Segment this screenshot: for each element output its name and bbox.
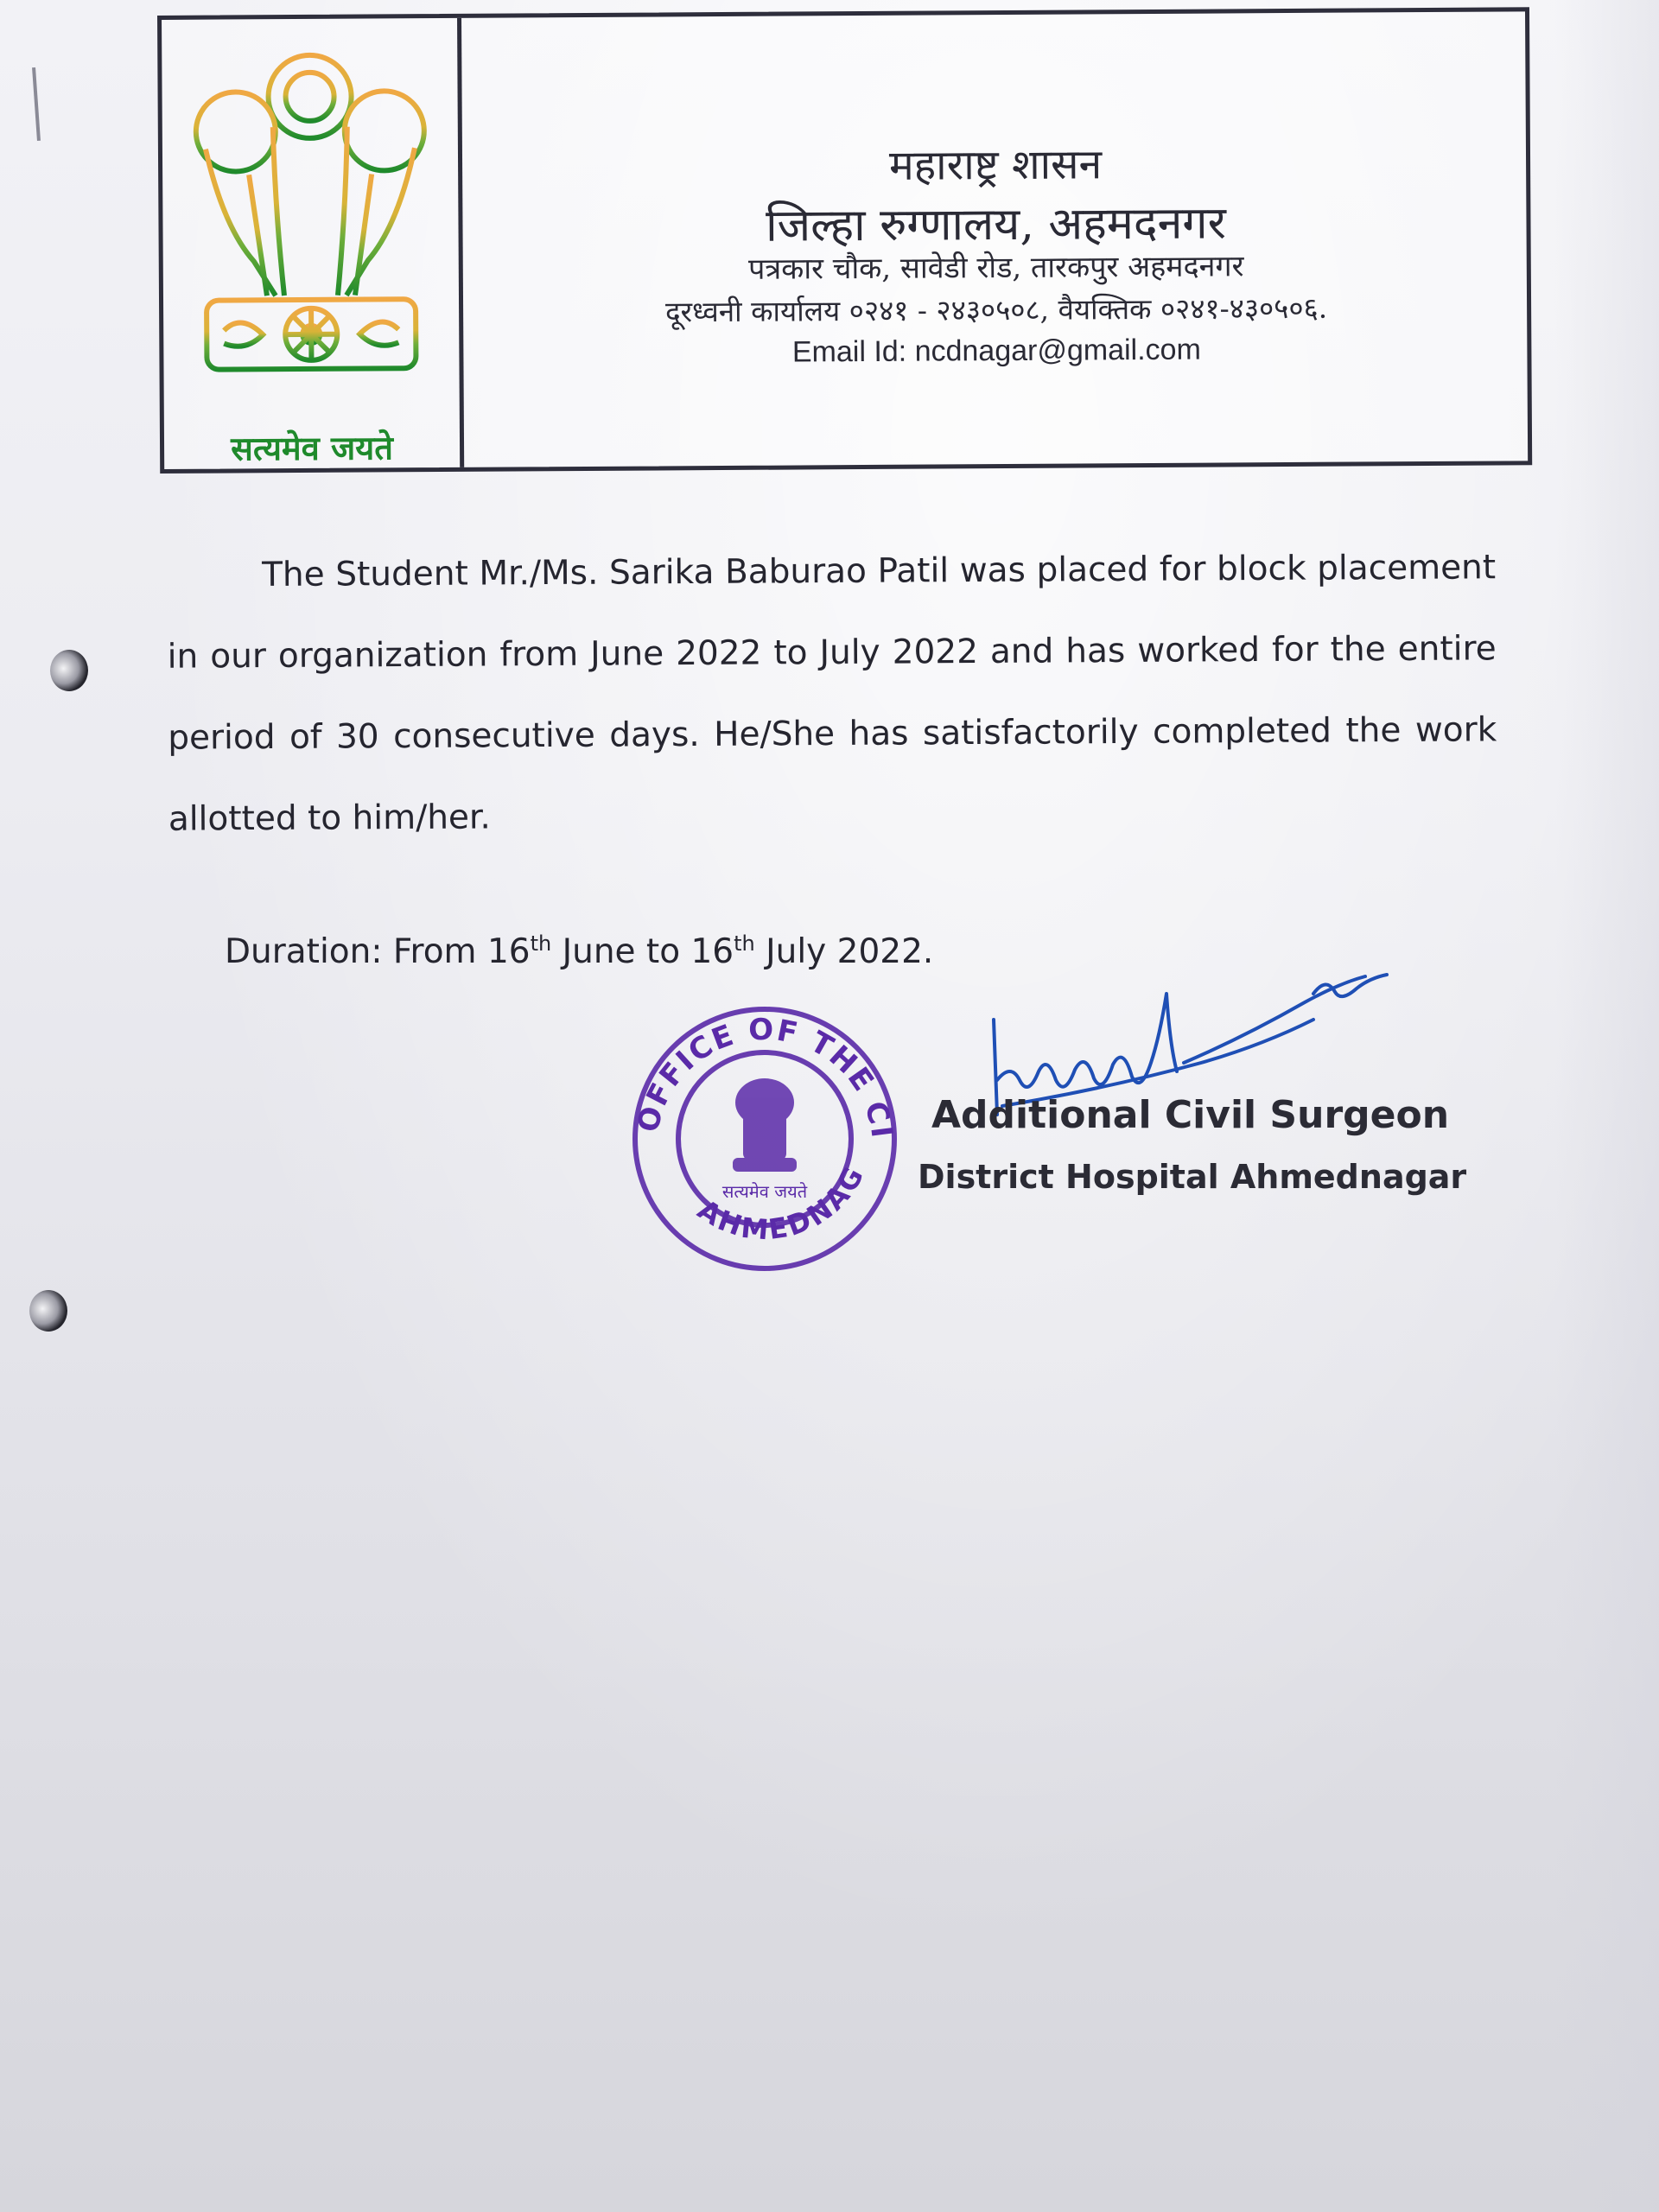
stamp-ring-bottom-text: AHMEDNAG bbox=[691, 1159, 872, 1247]
duration-middle: June to 16 bbox=[551, 932, 734, 971]
signatory-organization: District Hospital Ahmednagar bbox=[918, 1158, 1467, 1196]
government-name: महाराष्ट्र शासन bbox=[888, 140, 1103, 190]
signatory-title: Additional Civil Surgeon bbox=[931, 1093, 1450, 1137]
national-emblem-icon bbox=[170, 35, 451, 426]
duration-line bbox=[225, 931, 933, 971]
letterhead bbox=[157, 7, 1532, 474]
email-address: Email Id: ncdnagar@gmail.com bbox=[791, 333, 1201, 369]
emblem-cell bbox=[162, 18, 464, 469]
duration-prefix: Duration: From 16 bbox=[225, 932, 531, 971]
punch-hole-bottom bbox=[29, 1290, 67, 1332]
hospital-name: जिल्हा रुग्णालय, अहमदनगर bbox=[765, 197, 1227, 252]
certificate-paragraph: The Student Mr./Ms. Sarika Baburao Patil was placed for block placement in our organization from June 2022 to July 2022 and has worked for the entire period of 30 consecutive days. He/She has satisfactorily completed the work allotted to him/her. bbox=[167, 548, 1497, 839]
national-motto: सत्यमेव जयते bbox=[231, 429, 394, 468]
phone-numbers: दूरध्वनी कार्यालय ०२४१ - २४३०५०८, वैयक्तिक ०२४१-४३०५०६. bbox=[664, 290, 1328, 329]
duration-ordinal-1: th bbox=[530, 931, 552, 956]
stamp-ring-top-text: OFFICE OF THE CI bbox=[631, 1012, 899, 1141]
duration-suffix: July 2022. bbox=[754, 932, 934, 971]
stamp-inner-motto: सत्यमेव जयते bbox=[721, 1181, 808, 1202]
margin-mark bbox=[32, 67, 41, 141]
page-shadow bbox=[1555, 0, 1659, 2212]
punch-hole-top bbox=[50, 650, 88, 691]
hospital-address: पत्रकार चौक, सावेडी रोड, तारकपुर अहमदनगर bbox=[747, 249, 1244, 287]
duration-ordinal-2: th bbox=[734, 931, 755, 956]
official-stamp bbox=[622, 1001, 907, 1281]
letterhead-text bbox=[464, 11, 1528, 467]
